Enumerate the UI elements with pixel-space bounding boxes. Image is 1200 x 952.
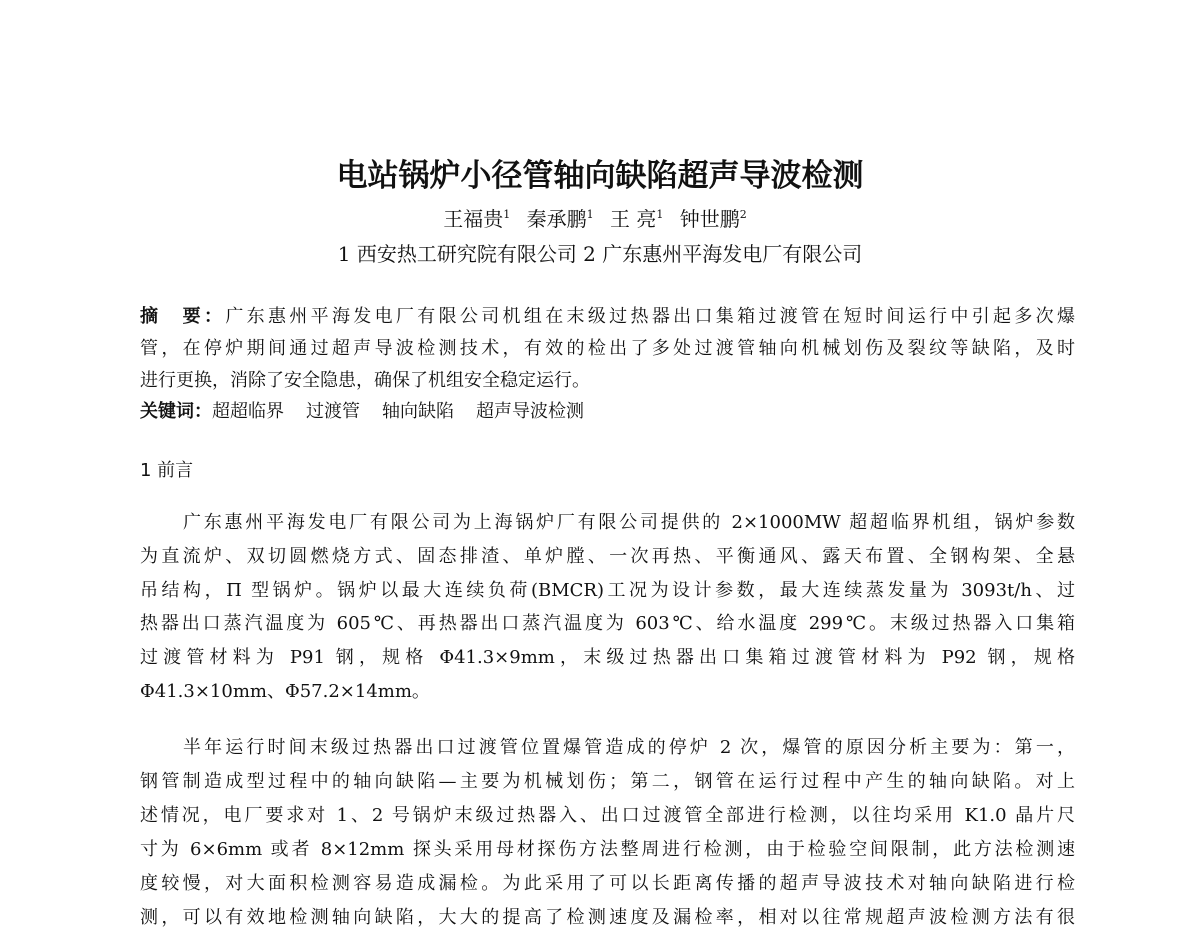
abstract-label: 摘 要： xyxy=(140,306,226,327)
paragraph-line: 测，可以有效地检测轴向缺陷，大大的提高了检测速度及漏检率，相对以往常规超声波检测方法有很 xyxy=(140,907,1075,928)
paragraph-line: 吊结构，Π 型锅炉。锅炉以最大连续负荷(BMCR)工况为设计参数，最大连续蒸发量为 3093t/h、过 xyxy=(140,580,1075,601)
abstract-text: 广东惠州平海发电厂有限公司机组在末级过热器出口集箱过渡管在短时间运行中引起多次爆 xyxy=(225,306,1076,327)
author-name: 秦承鹏 xyxy=(526,207,587,231)
paragraph-line: 半年运行时间末级过热器出口过渡管位置爆管造成的停炉 2 次，爆管的原因分析主要为：第一， xyxy=(183,737,1075,758)
author-name: 王福贵 xyxy=(443,207,504,231)
keywords xyxy=(140,400,1075,424)
paragraph-line: 广东惠州平海发电厂有限公司为上海锅炉厂有限公司提供的 2×1000MW 超超临界机组，锅炉参数 xyxy=(183,512,1075,533)
author-name: 钟世鹏 xyxy=(679,207,740,231)
paragraph-line: 为直流炉、双切圆燃烧方式、固态排渣、单炉膛、一次再热、平衡通风、露天布置、全钢构架、全悬 xyxy=(140,546,1075,567)
abstract-line xyxy=(140,305,1075,329)
paper-title: 电站锅炉小径管轴向缺陷超声导波检测 xyxy=(336,158,864,194)
paragraph-line: 寸为 6×6mm 或者 8×12mm 探头采用母材探伤方法整周进行检测，由于检验空间限制，此方法检测速 xyxy=(140,839,1075,860)
paragraph-line: 钢管制造成型过程中的轴向缺陷—主要为机械划伤；第二，钢管在运行过程中产生的轴向缺陷。对上 xyxy=(140,771,1075,792)
keyword: 过渡管 xyxy=(306,401,360,422)
paragraph-line: 度较慢，对大面积检测容易造成漏检。为此采用了可以长距离传播的超声导波技术对轴向缺陷进行检 xyxy=(140,873,1075,894)
keyword: 轴向缺陷 xyxy=(382,401,454,422)
author-affiliation-mark: 2 xyxy=(739,208,747,222)
author-affiliation-mark: 1 xyxy=(656,208,664,222)
author-name: 王 亮 xyxy=(610,207,657,231)
paragraph-line: 热器出口蒸汽温度为 605℃、再热器出口蒸汽温度为 603℃、给水温度 299℃。末级过热器入口集箱 xyxy=(140,613,1075,634)
keywords-label: 关键词： xyxy=(140,401,212,422)
paragraph-line: Φ41.3×10mm、Φ57.2×14mm。 xyxy=(140,681,430,702)
keyword: 超声导波检测 xyxy=(476,401,584,422)
author-affiliation-mark: 1 xyxy=(503,208,511,222)
paragraph-line: 过渡管材料为 P91 钢，规格 Φ41.3×9mm，末级过热器出口集箱过渡管材料为 P92 钢，规格 xyxy=(140,647,1075,668)
abstract-line: 进行更换，消除了安全隐患，确保了机组安全稳定运行。 xyxy=(140,370,590,391)
paragraph-line: 述情况，电厂要求对 1、2 号锅炉末级过热器入、出口过渡管全部进行检测，以往均采用 K1.0 晶片尺 xyxy=(140,805,1075,826)
author-list xyxy=(0,203,1200,232)
section-heading: 1 前言 xyxy=(140,460,194,481)
author-affiliation-mark: 1 xyxy=(586,208,594,222)
affiliations: 1 西安热工研究院有限公司 2 广东惠州平海发电厂有限公司 xyxy=(337,242,863,266)
abstract-line: 管，在停炉期间通过超声导波检测技术，有效的检出了多处过渡管轴向机械划伤及裂纹等缺陷，及时 xyxy=(140,338,1075,359)
keyword: 超超临界 xyxy=(212,401,284,422)
